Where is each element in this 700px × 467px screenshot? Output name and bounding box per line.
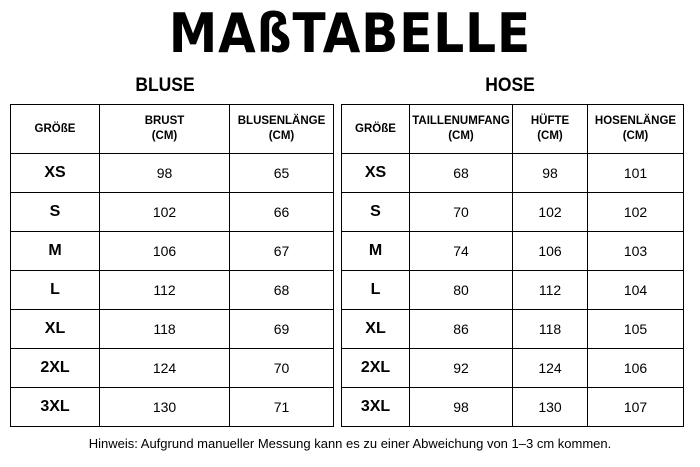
table-row	[342, 232, 684, 271]
table-row	[11, 232, 334, 271]
size-cell: 3XL	[11, 388, 100, 427]
table-row	[342, 271, 684, 310]
value-cell: 105	[588, 310, 684, 349]
value-cell: 71	[230, 388, 334, 427]
value-cell: 118	[100, 310, 230, 349]
value-cell: 68	[410, 154, 513, 193]
table-row	[342, 310, 684, 349]
value-cell: 92	[410, 349, 513, 388]
value-cell: 104	[588, 271, 684, 310]
value-cell: 66	[230, 193, 334, 232]
value-cell: 98	[410, 388, 513, 427]
table-row	[342, 193, 684, 232]
hose-size-table	[341, 104, 684, 427]
value-cell: 74	[410, 232, 513, 271]
value-cell: 102	[513, 193, 588, 232]
value-cell: 65	[230, 154, 334, 193]
size-cell: L	[11, 271, 100, 310]
header-cell-taillenumfang: TAILLENUMFANG (CM)	[410, 105, 513, 154]
size-cell: XS	[11, 154, 100, 193]
value-cell: 70	[410, 193, 513, 232]
table-row	[342, 388, 684, 427]
bluse-size-table	[10, 104, 334, 427]
value-cell: 112	[100, 271, 230, 310]
value-cell: 112	[513, 271, 588, 310]
value-cell: 107	[588, 388, 684, 427]
header-cell-groesse: GRÖßE	[11, 105, 100, 154]
header-cell-blusenlaenge: BLUSENLÄNGE (CM)	[230, 105, 334, 154]
table-row	[11, 193, 334, 232]
header-cell-hosenlaenge: HOSENLÄNGE (CM)	[588, 105, 684, 154]
bluse-heading: BLUSE	[135, 75, 195, 96]
table-row	[11, 154, 334, 193]
size-cell: M	[11, 232, 100, 271]
header-cell-huefte: HÜFTE (CM)	[513, 105, 588, 154]
value-cell: 80	[410, 271, 513, 310]
value-cell: 98	[513, 154, 588, 193]
table-row	[11, 310, 334, 349]
value-cell: 86	[410, 310, 513, 349]
size-cell: 3XL	[342, 388, 410, 427]
value-cell: 124	[513, 349, 588, 388]
value-cell: 67	[230, 232, 334, 271]
table-row	[11, 388, 334, 427]
header-cell-groesse: GRÖßE	[342, 105, 410, 154]
value-cell: 102	[588, 193, 684, 232]
value-cell: 130	[513, 388, 588, 427]
value-cell: 98	[100, 154, 230, 193]
value-cell: 124	[100, 349, 230, 388]
table-header-row	[11, 105, 334, 154]
value-cell: 130	[100, 388, 230, 427]
table-row	[11, 271, 334, 310]
value-cell: 68	[230, 271, 334, 310]
size-cell: L	[342, 271, 410, 310]
hose-heading: HOSE	[485, 75, 535, 96]
value-cell: 106	[588, 349, 684, 388]
table-row	[342, 349, 684, 388]
size-cell: 2XL	[342, 349, 410, 388]
value-cell: 101	[588, 154, 684, 193]
size-cell: S	[11, 193, 100, 232]
value-cell: 69	[230, 310, 334, 349]
size-cell: XS	[342, 154, 410, 193]
size-cell: S	[342, 193, 410, 232]
table-row	[11, 349, 334, 388]
measurement-note: Hinweis: Aufgrund manueller Messung kann es zu einer Abweichung von 1–3 cm kommen.	[88, 436, 612, 451]
value-cell: 103	[588, 232, 684, 271]
value-cell: 106	[513, 232, 588, 271]
table-row	[342, 154, 684, 193]
size-cell: M	[342, 232, 410, 271]
value-cell: 118	[513, 310, 588, 349]
size-cell: XL	[342, 310, 410, 349]
value-cell: 70	[230, 349, 334, 388]
size-cell: XL	[11, 310, 100, 349]
value-cell: 102	[100, 193, 230, 232]
value-cell: 106	[100, 232, 230, 271]
page-title: MAßTABELLE	[168, 2, 532, 65]
table-header-row	[342, 105, 684, 154]
size-cell: 2XL	[11, 349, 100, 388]
header-cell-brust: BRUST (CM)	[100, 105, 230, 154]
